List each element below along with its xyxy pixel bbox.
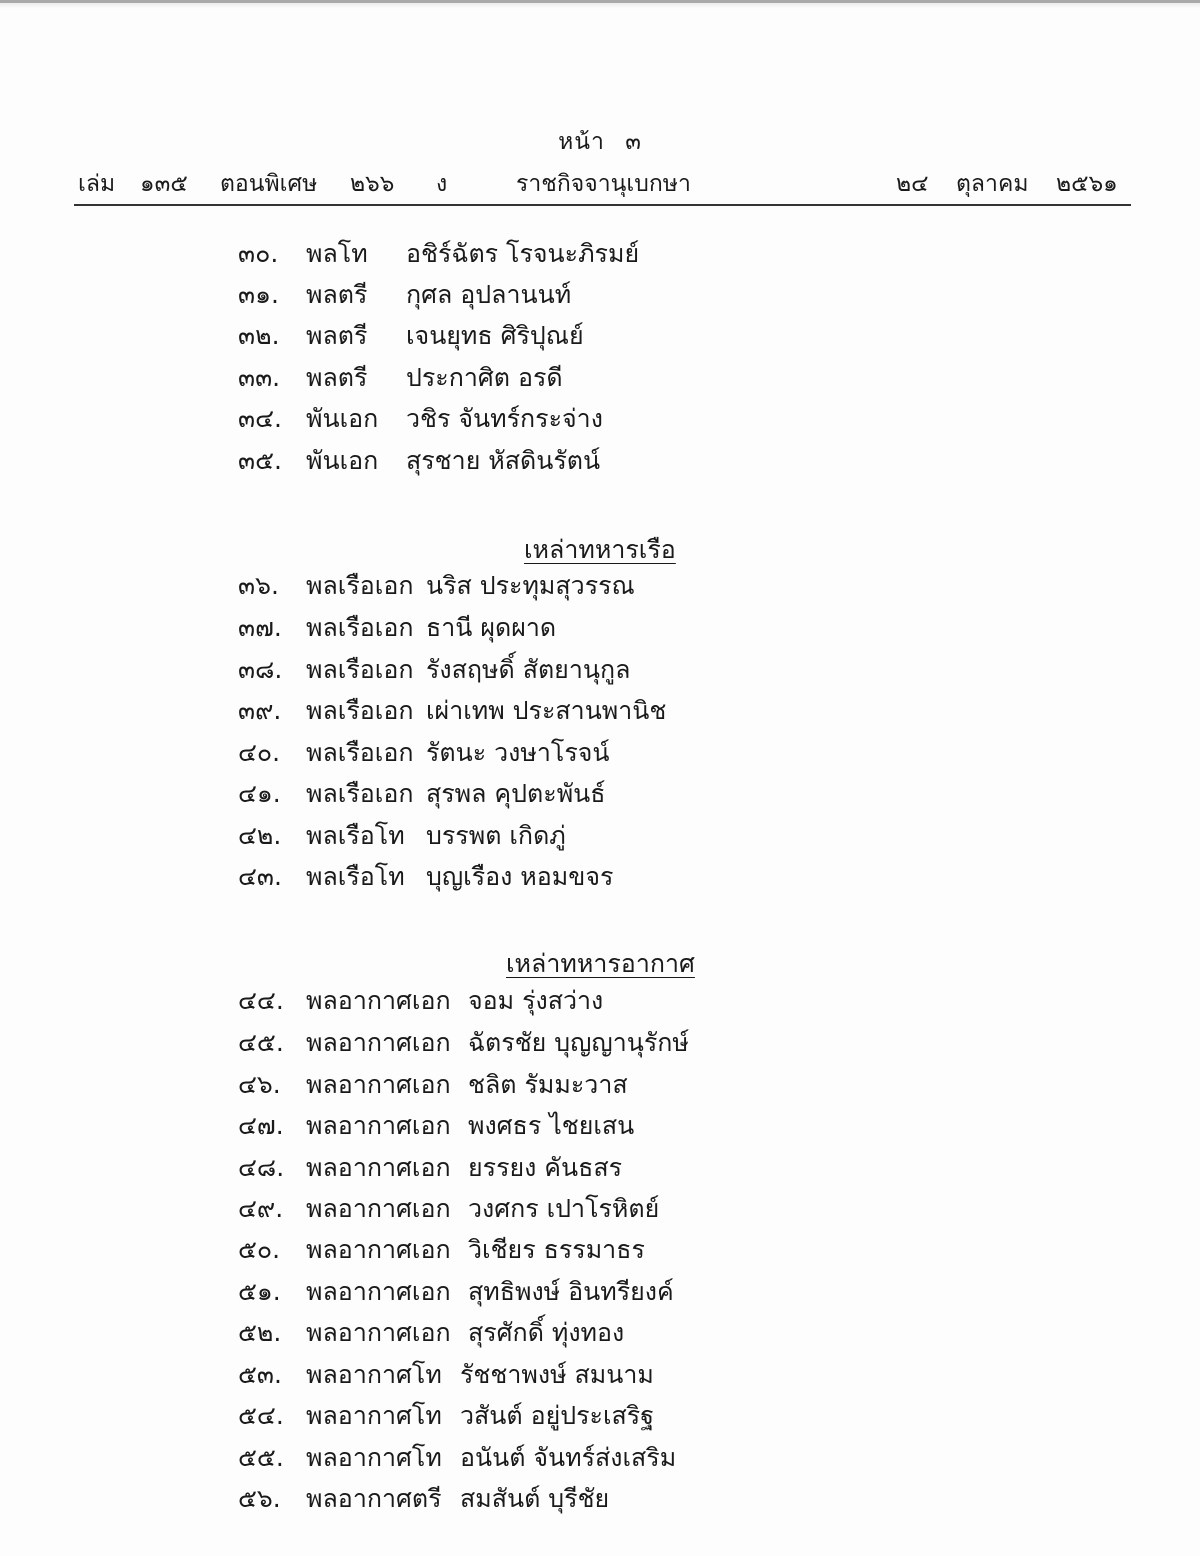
item-rank: พลเรือเอก — [306, 696, 414, 725]
item-number: ๔๑. — [238, 779, 281, 808]
item-number: ๓๘. — [238, 655, 283, 684]
item-number: ๔๒. — [238, 821, 282, 850]
item-rank: พลเรือเอก — [306, 779, 414, 808]
item-rank: พลตรี — [306, 363, 368, 392]
item-rank: พลอากาศโท — [306, 1401, 442, 1430]
item-number: ๕๓. — [238, 1360, 282, 1389]
item-number: ๓๑. — [238, 280, 279, 309]
item-name: วสันต์ อยู่ประเสริฐ — [460, 1401, 654, 1430]
item-name: สุรศักดิ์ ทุ่งทอง — [468, 1318, 625, 1347]
item-rank: พลเรือเอก — [306, 738, 414, 767]
item-number: ๕๖. — [238, 1484, 281, 1513]
item-rank: พลอากาศเอก — [306, 1235, 451, 1264]
item-number: ๔๘. — [238, 1153, 285, 1182]
item-name: บุญเรือง หอมขจร — [426, 862, 614, 891]
item-name: สมสันต์ บุรีชัย — [460, 1484, 610, 1513]
item-number: ๔๖. — [238, 1070, 281, 1099]
volume-label: เล่ม — [78, 171, 116, 197]
item-name: ยรรยง คันธสร — [468, 1153, 623, 1182]
date-year: ๒๕๖๑ — [1056, 171, 1118, 197]
issue-suffix: ง — [436, 171, 448, 197]
date-month: ตุลาคม — [956, 171, 1029, 197]
publication-name: ราชกิจจานุเบกษา — [516, 171, 691, 197]
item-name: รังสฤษดิ์ สัตยานุกูล — [426, 655, 631, 684]
header-rule — [74, 204, 1131, 206]
date-day: ๒๔ — [896, 171, 929, 197]
item-name: อชิร์ฉัตร โรจนะภิรมย์ — [406, 239, 640, 268]
item-name: เผ่าเทพ ประสานพานิช — [426, 696, 667, 725]
item-name: วิเชียร ธรรมาธร — [468, 1235, 645, 1264]
item-name: เจนยุทธ ศิริปุณย์ — [406, 321, 584, 350]
item-number: ๔๙. — [238, 1194, 284, 1223]
item-rank: พลอากาศเอก — [306, 1318, 451, 1347]
item-number: ๓๗. — [238, 613, 282, 642]
item-rank: พลเรือเอก — [306, 613, 414, 642]
item-number: ๕๑. — [238, 1277, 281, 1306]
item-number: ๓๓. — [238, 363, 281, 392]
item-name: จอม รุ่งสว่าง — [468, 986, 604, 1015]
item-rank: พลโท — [306, 239, 368, 268]
item-rank: พลอากาศโท — [306, 1360, 442, 1389]
item-name: ฉัตรชัย บุญญานุรักษ์ — [468, 1028, 689, 1057]
item-rank: พลตรี — [306, 321, 368, 350]
section-title-navy: เหล่าทหารเรือ — [524, 535, 676, 564]
item-name: วชิร จันทร์กระจ่าง — [406, 404, 603, 433]
item-rank: พลอากาศเอก — [306, 1194, 451, 1223]
item-rank: พลอากาศเอก — [306, 1028, 451, 1057]
item-number: ๓๙. — [238, 696, 282, 725]
item-name: อนันต์ จันทร์ส่งเสริม — [460, 1443, 677, 1472]
item-name: กุศล อุปลานนท์ — [406, 280, 572, 309]
item-number: ๕๔. — [238, 1401, 284, 1430]
item-rank: พลอากาศตรี — [306, 1484, 442, 1513]
item-number: ๕๐. — [238, 1235, 281, 1264]
item-number: ๔๔. — [238, 986, 284, 1015]
page-number-value: ๓ — [625, 129, 642, 155]
section-title-air-force: เหล่าทหารอากาศ — [506, 949, 695, 978]
item-name: รัชชาพงษ์ สมนาม — [460, 1360, 654, 1389]
item-number: ๓๖. — [238, 571, 279, 600]
item-rank: พลเรือโท — [306, 821, 405, 850]
item-number: ๓๔. — [238, 404, 282, 433]
item-name: ชลิต รัมมะวาส — [468, 1070, 628, 1099]
item-number: ๔๓. — [238, 862, 282, 891]
item-name: สุรชาย หัสดินรัตน์ — [406, 446, 601, 475]
item-name: ประกาศิต อรดี — [406, 363, 563, 392]
item-number: ๓๕. — [238, 446, 282, 475]
item-rank: พันเอก — [306, 446, 379, 475]
item-number: ๕๕. — [238, 1443, 284, 1472]
item-number: ๓๐. — [238, 239, 279, 268]
window-top-shadow — [0, 3, 1200, 9]
item-name: สุทธิพงษ์ อินทรียงค์ — [468, 1277, 674, 1306]
item-rank: พลเรือเอก — [306, 571, 414, 600]
item-rank: พลเรือเอก — [306, 655, 414, 684]
item-rank: พลอากาศเอก — [306, 1277, 451, 1306]
item-name: วงศกร เปาโรหิตย์ — [468, 1194, 660, 1223]
item-rank: พลอากาศเอก — [306, 1070, 451, 1099]
item-name: ธานี ผุดผาด — [426, 613, 557, 642]
item-rank: พลอากาศเอก — [306, 1111, 451, 1140]
item-rank: พลอากาศเอก — [306, 986, 451, 1015]
issue-number: ๒๖๖ — [350, 171, 395, 197]
item-rank: พลอากาศเอก — [306, 1153, 451, 1182]
item-rank: พลอากาศโท — [306, 1443, 442, 1472]
gazette-header — [78, 166, 1132, 200]
item-name: นริส ประทุมสุวรรณ — [426, 571, 635, 600]
page-label: หน้า — [558, 129, 605, 155]
item-name: รัตนะ วงษาโรจน์ — [426, 738, 610, 767]
item-number: ๔๐. — [238, 738, 281, 767]
issue-label: ตอนพิเศษ — [220, 171, 318, 197]
item-rank: พลเรือโท — [306, 862, 405, 891]
item-rank: พลตรี — [306, 280, 368, 309]
volume-number: ๑๓๕ — [140, 171, 188, 197]
item-name: พงศธร ไชยเสน — [468, 1111, 635, 1140]
item-number: ๔๕. — [238, 1028, 284, 1057]
item-rank: พันเอก — [306, 404, 379, 433]
item-number: ๕๒. — [238, 1318, 282, 1347]
item-number: ๔๗. — [238, 1111, 284, 1140]
item-name: สุรพล คุปตะพันธ์ — [426, 779, 606, 808]
page-number — [0, 124, 1200, 160]
item-name: บรรพต เกิดภู่ — [426, 821, 566, 850]
item-number: ๓๒. — [238, 321, 280, 350]
